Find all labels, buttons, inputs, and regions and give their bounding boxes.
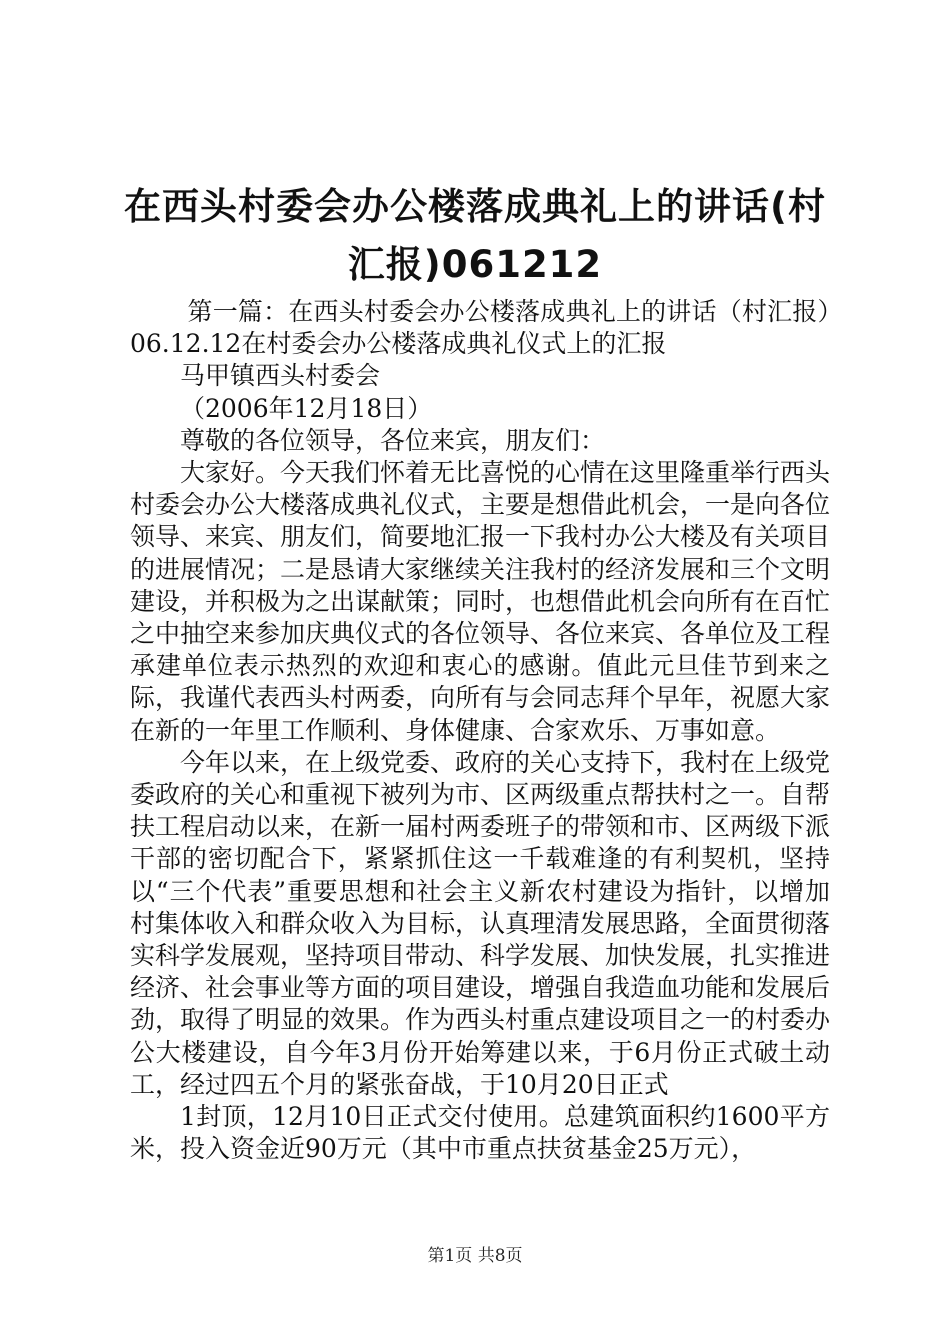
paragraph-greeting: 大家好。今天我们怀着无比喜悦的心情在这里隆重举行西头村委会办公大楼落成典礼仪式，主要是想借此机会，一是向各位领导、来宾、朋友们，简要地汇报一下我村办公大楼及有关项目的进展情况；二是恳请大家继续关注我村的经济发展和三个文明建设，并积极为之出谋献策；同时，也想借此机会向所有在百忙之中抽空来参加庆典仪式的各位领导、各位来宾、各单位及工程承建单位表示热烈的欢迎和衷心的感谢。值此元旦佳节到来之际，我谨代表西头村两委，向所有与会同志拜个早年，祝愿大家在新的一年里工作顺利、身体健康、合家欢乐、万事如意。 [130, 458, 831, 745]
paragraph-date: （2006年12月18日） [180, 393, 433, 423]
paragraph-organization: 马甲镇西头村委会 [180, 361, 381, 391]
paragraph-building-details: 1封顶，12月10日正式交付使用。总建筑面积约1600平方米，投入资金近90万元（其中市重点扶贫基金25万元）， [130, 1102, 830, 1164]
page-number-footer: 第1页 共8页 [427, 1246, 523, 1266]
document-body [130, 296, 830, 1165]
document-title: 在西头村委会办公楼落成典礼上的讲话(村汇报)061212 [124, 185, 826, 286]
paragraph-progress: 今年以来，在上级党委、政府的关心支持下，我村在上级党委政府的关心和重视下被列为市、区两级重点帮扶村之一。自帮扶工程启动以来，在新一届村两委班子的带领和市、区两级下派干部的密切配合下，紧紧抓住这一千载难逢的有利契机，坚持以“三个代表”重要思想和社会主义新农村建设为指针，以增加村集体收入和群众收入为目标，认真理清发展思路，全面贯彻落实科学发展观，坚持项目带动、科学发展、加快发展，扎实推进经济、社会事业等方面的项目建设，增强自我造血功能和发展后劲，取得了明显的效果。作为西头村重点建设项目之一的村委办公大楼建设，自今年3月份开始筹建以来，于6月份正式破土动工，经过四五个月的紧张奋战，于10月20日正式 [130, 747, 831, 1099]
paragraph-salutation: 尊敬的各位领导，各位来宾，朋友们： [180, 425, 606, 455]
paragraph-intro: 第一篇：在西头村委会办公楼落成典礼上的讲话（村汇报）06.12.12在村委会办公楼落成典礼仪式上的汇报 [130, 297, 830, 359]
